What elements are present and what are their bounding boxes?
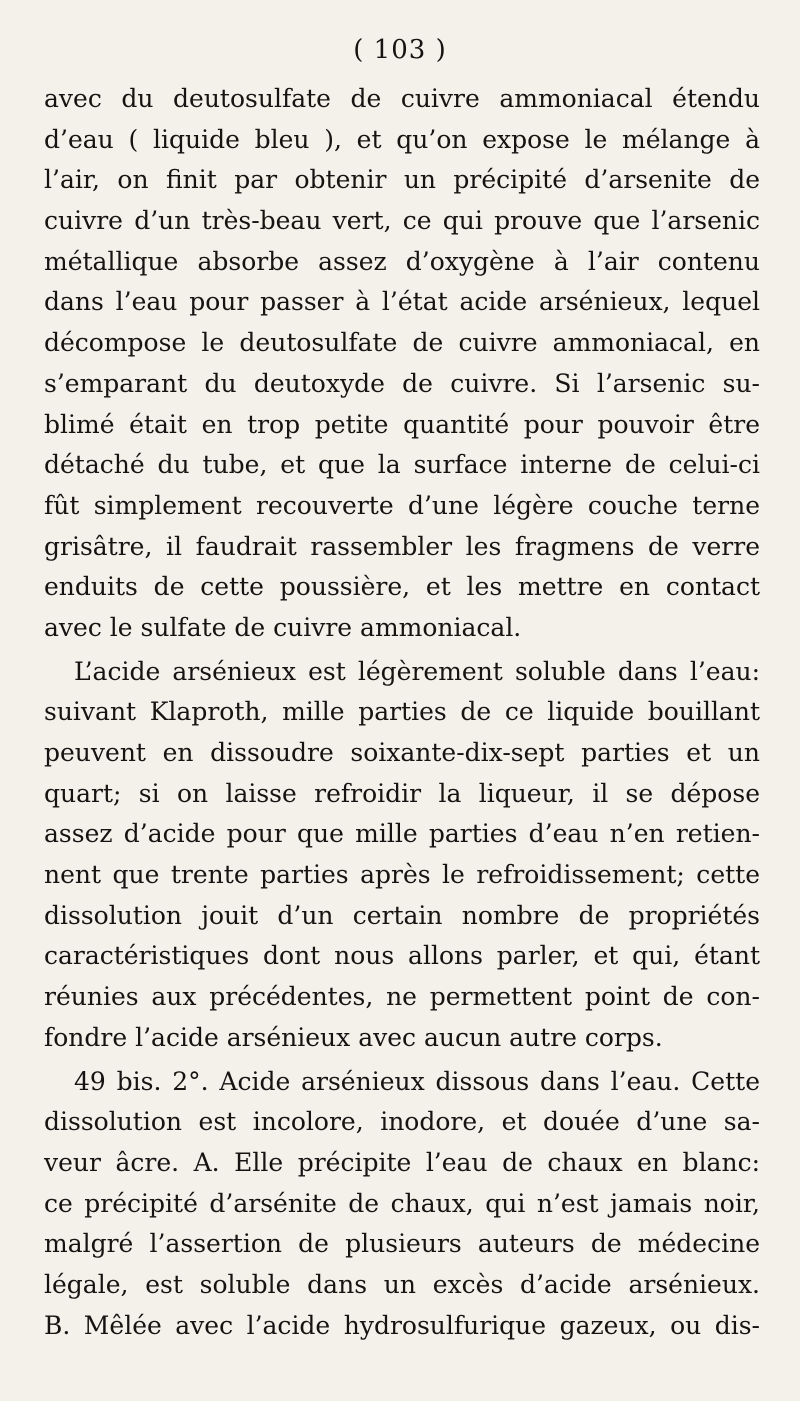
paragraph-3 [44, 1062, 760, 1347]
text-line: s’emparant du deutoxyde de cuivre. Si l’arsenic su- [44, 368, 760, 398]
section-heading-line: 49 bis. 2°. Acide arsénieux dissous dans l’eau. Cette [74, 1066, 760, 1096]
text-line: caractéristiques dont nous allons parler, et qui, étant [44, 941, 760, 971]
text-line: dissolution jouit d’un certain nombre de propriétés [44, 900, 760, 930]
text-line: avec du deutosulfate de cuivre ammoniacal étendu [44, 84, 760, 113]
text-line: dissolution est incolore, inodore, et douée d’une sa- [44, 1107, 760, 1137]
paragraph-2 [44, 652, 760, 1059]
body-text [44, 79, 760, 1346]
text-line: d’eau ( liquide bleu ), et qu’on expose le mélange à [44, 124, 760, 154]
text-line: métallique absorbe assez d’oxygène à l’air contenu [44, 246, 760, 276]
text-line: peuvent en dissoudre soixante-dix-sept parties et un [44, 738, 760, 767]
text-line: veur âcre. A. Elle précipite l’eau de chaux en blanc: [44, 1147, 760, 1177]
text-line: avec le sulfate de cuivre ammoniacal. [44, 612, 522, 642]
text-line: quart; si on laisse refroidir la liqueur, il se dépose [44, 778, 760, 808]
text-line: malgré l’assertion de plusieurs auteurs de médecine [44, 1229, 760, 1259]
text-line: nent que trente parties après le refroidissement; cette [44, 860, 760, 890]
text-line: réunies aux précédentes, ne permettent point de con- [44, 982, 760, 1012]
text-line: suivant Klaproth, mille parties de ce liquide bouillant [44, 697, 760, 727]
text-line: détaché du tube, et que la surface interne de celui-ci [44, 450, 760, 480]
text-line: enduits de cette poussière, et les mettre en contact [44, 572, 760, 602]
text-line: dans l’eau pour passer à l’état acide arsénieux, lequel [44, 287, 760, 317]
text-line: fût simplement recouverte d’une légère couche terne [44, 490, 760, 520]
text-line: l’air, on finit par obtenir un précipité d’arsenite de [44, 165, 760, 195]
text-line: blimé était en trop petite quantité pour pouvoir être [44, 409, 760, 439]
text-line: B. Mêlée avec l’acide hydrosulfurique gazeux, ou dis- [44, 1310, 760, 1340]
text-line: légale, est soluble dans un excès d’acide arsénieux. [44, 1269, 760, 1299]
text-line: décompose le deutosulfate de cuivre ammoniacal, en [44, 328, 760, 358]
text-line: fondre l’acide arsénieux avec aucun autre corps. [44, 1022, 663, 1052]
text-line: L’acide arsénieux est légèrement soluble dans l’eau: [74, 656, 760, 686]
text-line: assez d’acide pour que mille parties d’eau n’en retien- [44, 819, 760, 849]
text-line: ce précipité d’arsénite de chaux, qui n’est jamais noir, [44, 1188, 760, 1218]
text-line: cuivre d’un très-beau vert, ce qui prouve que l’arsenic [44, 206, 760, 236]
paragraph-1 [44, 79, 760, 649]
page-number: ( 103 ) [353, 35, 447, 65]
text-line: grisâtre, il faudrait rassembler les fragmens de verre [44, 531, 760, 561]
